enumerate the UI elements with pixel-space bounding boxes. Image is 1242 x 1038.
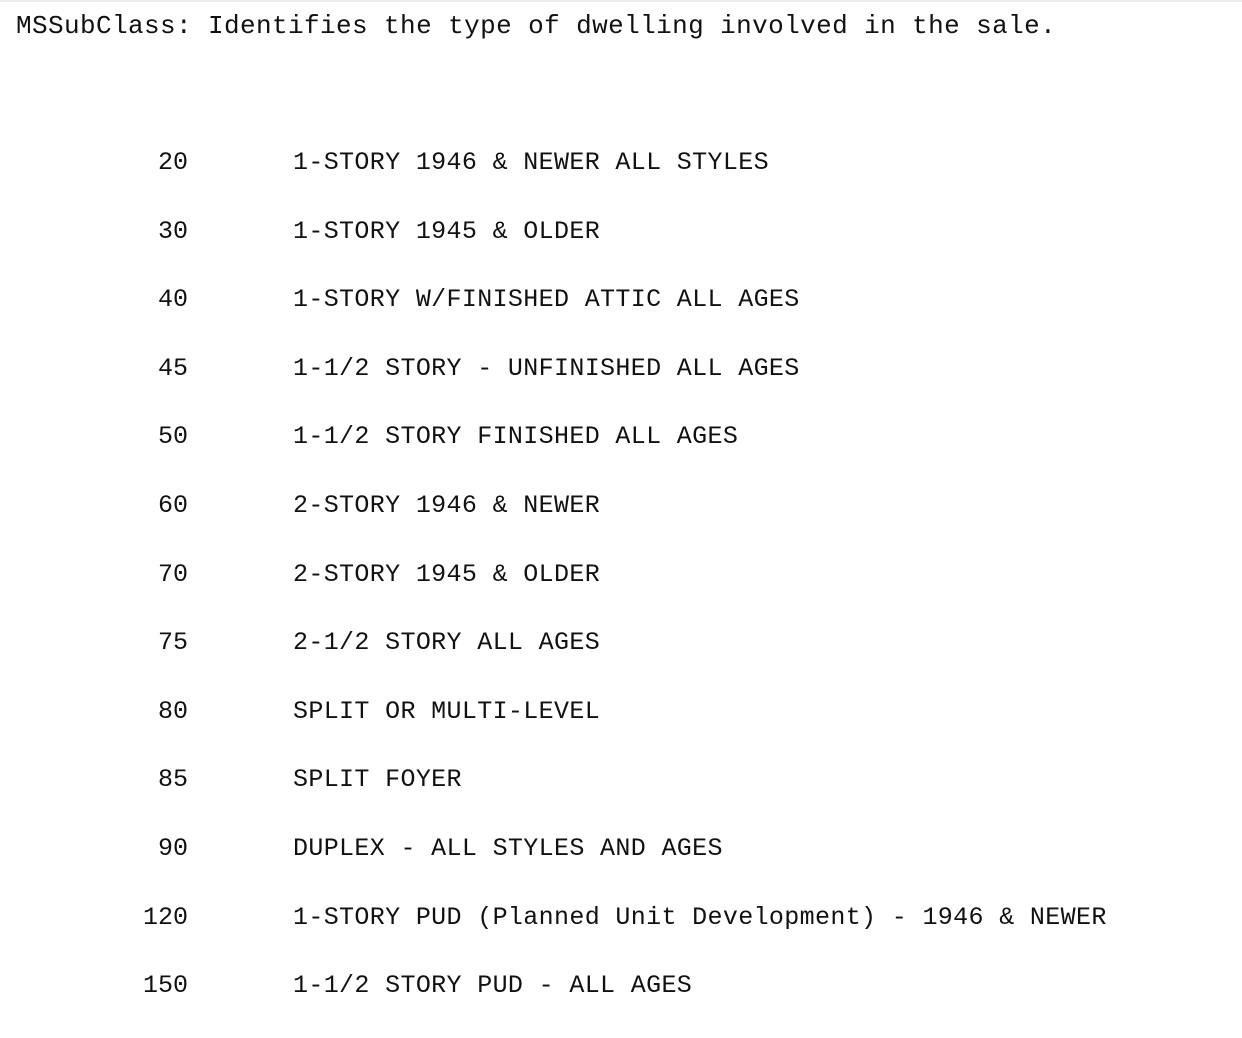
code-value: 120 <box>142 902 188 932</box>
list-item <box>0 969 1242 1038</box>
code-description: 1-1/2 STORY FINISHED ALL AGES <box>293 422 739 452</box>
code-description: DUPLEX - ALL STYLES AND AGES <box>293 833 723 863</box>
code-value: 45 <box>157 353 188 383</box>
code-list <box>0 146 1242 1038</box>
code-value: 30 <box>157 216 188 246</box>
code-value: 80 <box>157 696 188 726</box>
code-description: SPLIT FOYER <box>293 765 462 795</box>
list-item <box>0 832 1242 901</box>
list-item <box>0 763 1242 832</box>
code-value: 40 <box>157 285 188 315</box>
list-item <box>0 901 1242 970</box>
code-description: 2-1/2 STORY ALL AGES <box>293 628 601 658</box>
list-item <box>0 558 1242 627</box>
code-value: 75 <box>157 628 188 658</box>
code-value: 50 <box>157 422 188 452</box>
code-description: 1-STORY 1945 & OLDER <box>293 216 601 246</box>
list-item <box>0 695 1242 764</box>
list-item <box>0 489 1242 558</box>
list-item <box>0 420 1242 489</box>
code-description: 2-STORY 1946 & NEWER <box>293 490 601 520</box>
list-item <box>0 352 1242 421</box>
list-item <box>0 626 1242 695</box>
field-heading: MSSubClass: Identifies the type of dwelling involved in the sale. <box>16 11 1057 41</box>
code-description: 1-STORY 1946 & NEWER ALL STYLES <box>293 148 769 177</box>
code-value: 20 <box>157 148 188 177</box>
code-value: 85 <box>157 765 188 795</box>
code-description: 2-STORY 1945 & OLDER <box>293 559 601 589</box>
code-description: 1-1/2 STORY PUD - ALL AGES <box>293 971 693 1001</box>
code-description: 1-STORY W/FINISHED ATTIC ALL AGES <box>293 285 800 315</box>
code-value: 70 <box>157 559 188 589</box>
code-description: 1-STORY PUD (Planned Unit Development) - 1946 & NEWER <box>293 902 1107 932</box>
top-divider <box>0 0 1242 2</box>
list-item <box>0 146 1242 215</box>
code-value: 90 <box>157 833 188 863</box>
code-description: SPLIT OR MULTI-LEVEL <box>293 696 601 726</box>
code-description: 1-1/2 STORY - UNFINISHED ALL AGES <box>293 353 800 383</box>
list-item <box>0 283 1242 352</box>
list-item <box>0 215 1242 284</box>
code-value: 150 <box>142 971 188 1001</box>
code-value: 60 <box>157 490 188 520</box>
